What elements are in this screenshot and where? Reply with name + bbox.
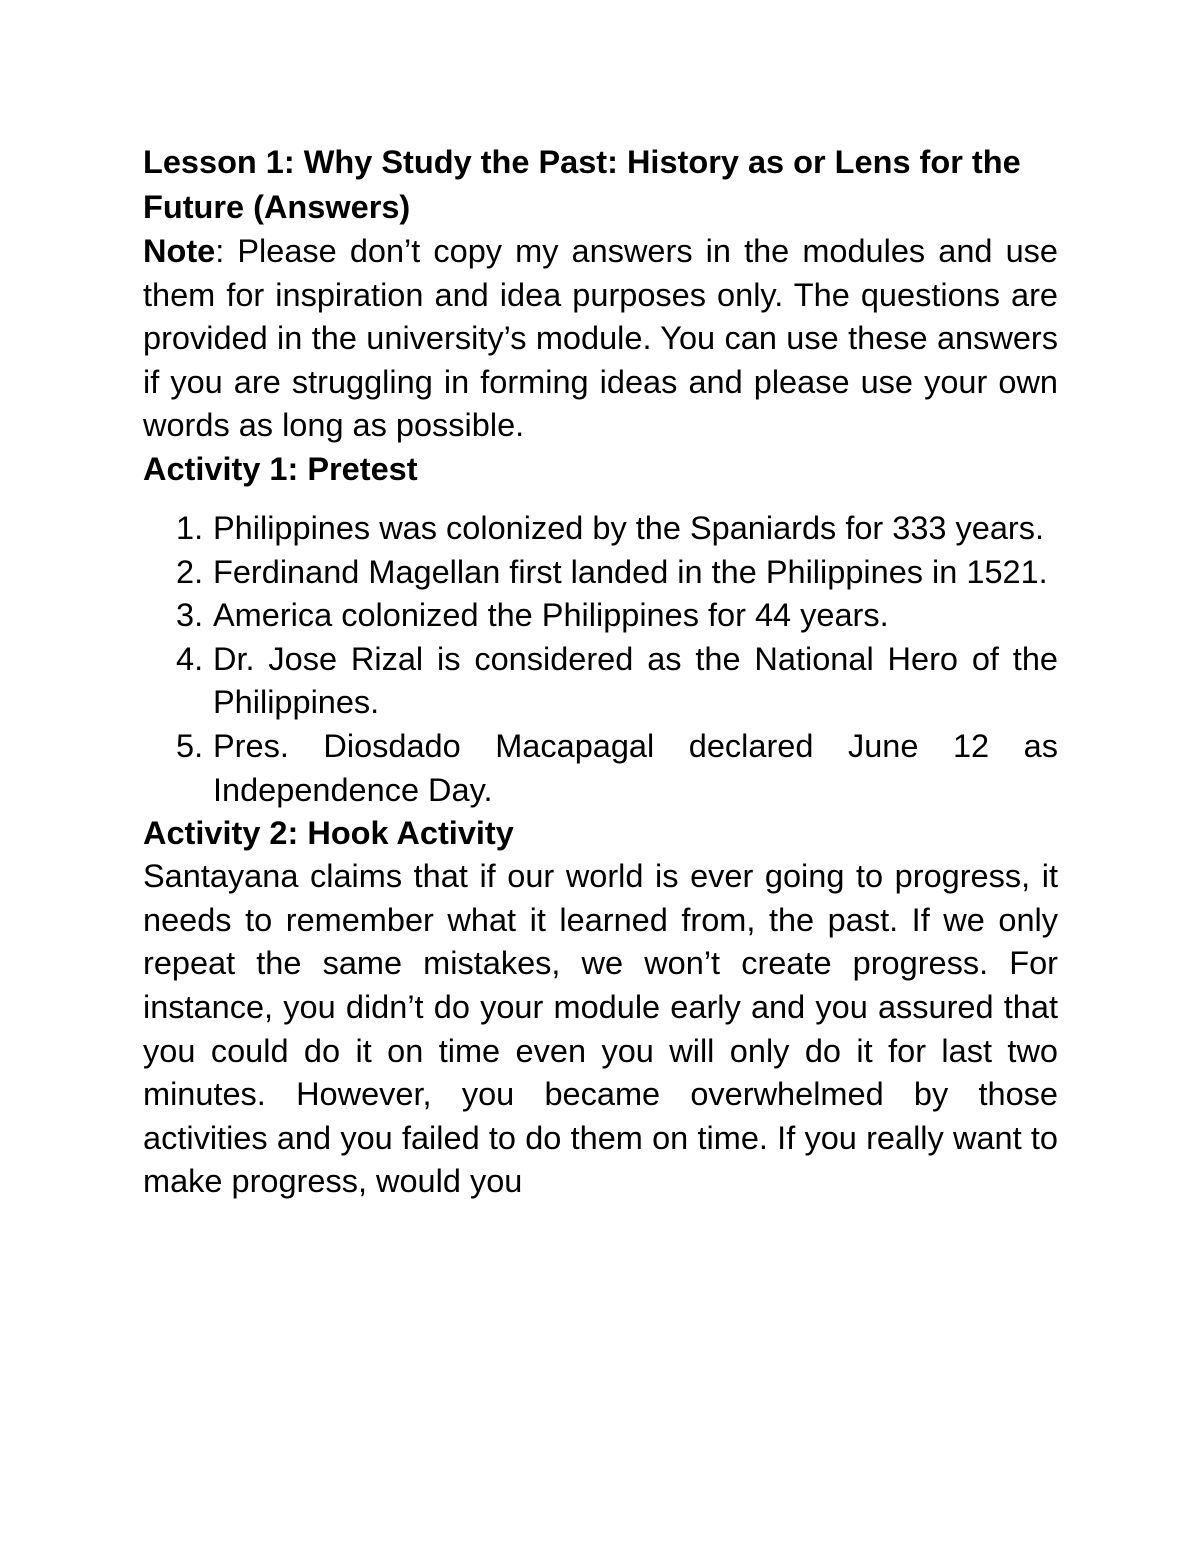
list-item [143,725,1058,812]
note-text: : Please don’t copy my answers in the modules and use them for inspiration and idea purposes only. The questions are provided in the university’s module. You can use these answers if you are struggling in forming ideas and please use your own words as long as possible. [143,233,1058,444]
document-page [143,140,1058,1204]
activity-2-heading: Activity 2: Hook Activity [143,815,514,852]
list-item-number: 1. [176,509,204,546]
note-paragraph [143,230,1058,448]
activity-1-heading: Activity 1: Pretest [143,450,418,487]
list-item-text: Ferdinand Magellan first landed in the Philippines in 1521. [213,553,1048,590]
list-item-number: 2. [176,553,204,590]
list-item [143,594,1058,638]
lesson-title: Lesson 1: Why Study the Past: History as or Lens for the Future (Answers) [143,144,1021,225]
list-item [143,551,1058,595]
list-item-number: 5. [176,727,204,764]
note-label: Note [143,233,216,269]
list-item [143,638,1058,725]
list-item-number: 4. [176,640,204,677]
list-item-text: Philippines was colonized by the Spaniards for 333 years. [213,509,1045,546]
hook-activity-paragraph: Santayana claims that if our world is ever going to progress, it needs to remember what it learned from, the past. If we only repeat the same mistakes, we won’t create progress. For instance, you didn’t do your module early and you assured that you could do it on time even you will only do it for last two minutes. However, you became overwhelmed by those activities and you failed to do them on time. If you really want to make progress, would you [143,858,1058,1200]
pretest-answer-list [143,507,1058,812]
list-item-text: Dr. Jose Rizal is considered as the National Hero of the Philippines. [213,640,1058,721]
list-item-text: Pres. Diosdado Macapagal declared June 12 as Independence Day. [213,727,1058,808]
list-item [143,507,1058,551]
list-item-number: 3. [176,597,204,634]
list-item-text: America colonized the Philippines for 44 years. [213,597,889,634]
